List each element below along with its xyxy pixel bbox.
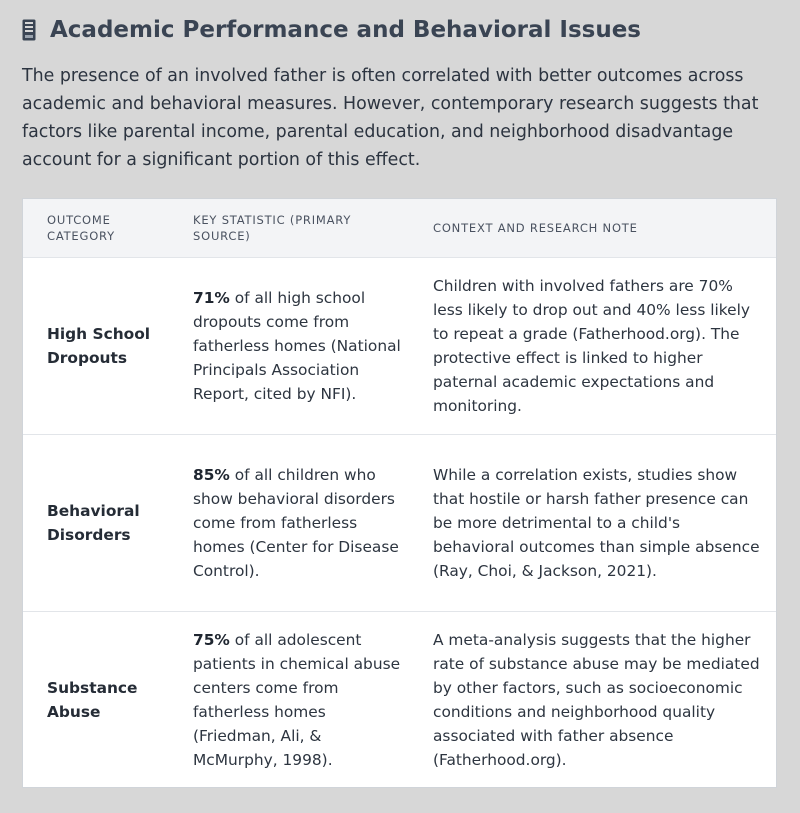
outcomes-table xyxy=(23,199,776,789)
key-statistic-cell xyxy=(169,257,409,434)
research-note-cell: A meta-analysis suggests that the higher rate of substance abuse may be mediated by other factors, such as socioeconomic conditions and neighborhood quality associated with father absence (Fatherhood.org). xyxy=(409,611,776,789)
header-context-note: CONTEXT AND RESEARCH NOTE xyxy=(433,220,638,235)
intro-paragraph: The presence of an involved father is often correlated with better outcomes across academic and behavioral measures. However, contemporary research suggests that factors like parental income, parental education, and neighborhood disadvantage account for a significant portion of this effect. xyxy=(22,66,759,170)
section-title: Academic Performance and Behavioral Issues xyxy=(50,17,641,43)
section-heading xyxy=(22,14,641,46)
book-icon xyxy=(22,19,36,41)
statistic-percent: 71% xyxy=(193,288,230,307)
statistic-text: of all adolescent patients in chemical abuse centers come from fatherless homes (Friedman, Ali, & McMurphy, 1998). xyxy=(193,631,401,770)
statistic-percent: 75% xyxy=(193,631,230,650)
table-header-row xyxy=(23,199,776,257)
research-note-cell: Children with involved fathers are 70% less likely to drop out and 40% less likely to repeat a grade (Fatherhood.org). The protective effect is linked to higher paternal academic expectations and monitoring. xyxy=(409,257,776,434)
statistic-percent: 85% xyxy=(193,465,230,484)
statistic-text: of all children who show behavioral disorders come from fatherless homes (Center for Disease Control). xyxy=(193,465,399,580)
outcomes-table-container xyxy=(22,198,777,788)
statistic-text: of all high school dropouts come from fatherless homes (National Principals Association Report, cited by NFI). xyxy=(193,288,401,403)
key-statistic-cell xyxy=(169,434,409,611)
research-note-cell: While a correlation exists, studies show that hostile or harsh father presence can be more detrimental to a child's behavioral outcomes than simple absence (Ray, Choi, & Jackson, 2021). xyxy=(409,434,776,611)
table-row xyxy=(23,257,776,434)
outcome-category-cell: High School Dropouts xyxy=(23,257,169,434)
outcome-category-cell: Behavioral Disorders xyxy=(23,434,169,611)
table-row xyxy=(23,611,776,789)
outcome-category-cell: Substance Abuse xyxy=(23,611,169,789)
header-key-statistic: KEY STATISTIC (PRIMARY SOURCE) xyxy=(193,212,352,243)
key-statistic-cell xyxy=(169,611,409,789)
header-outcome-category: OUTCOME CATEGORY xyxy=(47,212,115,243)
table-row xyxy=(23,434,776,611)
